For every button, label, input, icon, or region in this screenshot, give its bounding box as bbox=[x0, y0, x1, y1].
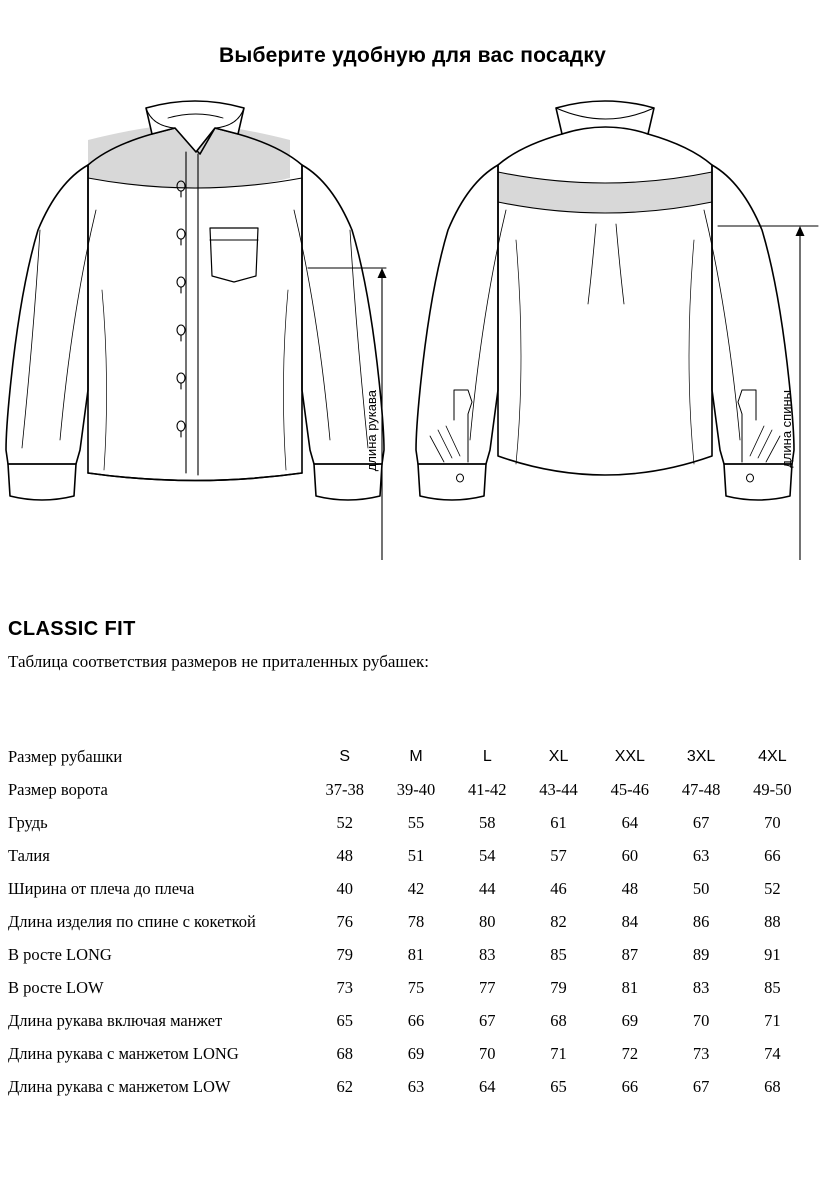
row-label: Длина рукава с манжетом LONG bbox=[8, 1043, 239, 1063]
cell: 85 bbox=[550, 944, 567, 964]
cell: 48 bbox=[621, 878, 639, 898]
cell: 74 bbox=[764, 1043, 781, 1063]
cell: 70 bbox=[764, 812, 781, 832]
back-length-label: длина спины bbox=[779, 390, 794, 468]
cell: 86 bbox=[692, 911, 710, 931]
row-label: Талия bbox=[8, 845, 50, 865]
column-header-xxl: XXL bbox=[614, 747, 645, 765]
cell: 41-42 bbox=[468, 779, 507, 799]
column-header-4xl: 4XL bbox=[758, 747, 787, 765]
cell: 64 bbox=[479, 1076, 496, 1096]
cell: 45-46 bbox=[610, 779, 650, 799]
table-row bbox=[8, 1004, 808, 1037]
column-header-m: M bbox=[409, 747, 423, 765]
cell: 84 bbox=[621, 911, 639, 931]
cell: 48 bbox=[336, 845, 353, 865]
cell: 73 bbox=[692, 1043, 710, 1063]
cell: 50 bbox=[692, 878, 710, 898]
table-header-row bbox=[8, 740, 808, 773]
cell: 67 bbox=[479, 1010, 496, 1030]
size-table bbox=[8, 740, 808, 1103]
table-row bbox=[8, 872, 808, 905]
cell: 43-44 bbox=[539, 779, 578, 799]
shirt-illustration bbox=[0, 90, 825, 560]
column-header-l: L bbox=[482, 747, 492, 765]
row-label: Грудь bbox=[8, 812, 48, 832]
cell: 80 bbox=[479, 911, 496, 931]
table-row bbox=[8, 1037, 808, 1070]
cell: 79 bbox=[336, 944, 353, 964]
shirt-diagram-svg bbox=[0, 90, 825, 560]
row-label: В росте LOW bbox=[8, 977, 104, 997]
page-title: Выберите удобную для вас посадку bbox=[218, 44, 607, 67]
cell: 42 bbox=[407, 878, 425, 898]
cell: 83 bbox=[692, 977, 710, 997]
table-row bbox=[8, 971, 808, 1004]
cell: 54 bbox=[479, 845, 496, 865]
cell: 77 bbox=[479, 977, 496, 997]
cell: 78 bbox=[407, 911, 425, 931]
cell: 49-50 bbox=[753, 779, 792, 799]
table-row bbox=[8, 806, 808, 839]
column-header-s: S bbox=[339, 747, 351, 765]
table-row bbox=[8, 938, 808, 971]
cell: 71 bbox=[550, 1043, 567, 1063]
cell: 63 bbox=[692, 845, 710, 865]
size-table-body bbox=[8, 740, 808, 1103]
cell: 85 bbox=[764, 977, 781, 997]
row-label: Длина изделия по спине с кокеткой bbox=[8, 911, 256, 931]
cell: 68 bbox=[336, 1043, 353, 1063]
cell: 58 bbox=[479, 812, 496, 832]
table-row bbox=[8, 905, 808, 938]
cell: 83 bbox=[479, 944, 496, 964]
table-header-label: Размер рубашки bbox=[8, 746, 123, 766]
cell: 64 bbox=[621, 812, 639, 832]
cell: 66 bbox=[407, 1010, 425, 1030]
cell: 81 bbox=[621, 977, 639, 997]
cell: 62 bbox=[336, 1076, 353, 1096]
cell: 73 bbox=[336, 977, 353, 997]
sleeve-length-label: длина рукава bbox=[364, 390, 379, 472]
cell: 40 bbox=[336, 878, 353, 898]
cell: 46 bbox=[550, 878, 567, 898]
cell: 81 bbox=[407, 944, 425, 964]
back-length-dimension bbox=[662, 226, 818, 560]
row-label: В росте LONG bbox=[8, 944, 112, 964]
table-row bbox=[8, 1070, 808, 1103]
cell: 67 bbox=[692, 812, 710, 832]
cell: 65 bbox=[336, 1010, 353, 1030]
cell: 91 bbox=[764, 944, 781, 964]
cell: 72 bbox=[621, 1043, 639, 1063]
row-label: Размер ворота bbox=[8, 779, 108, 799]
cell: 69 bbox=[621, 1010, 639, 1030]
cell: 44 bbox=[479, 878, 496, 898]
cell: 63 bbox=[407, 1076, 425, 1096]
table-row bbox=[8, 839, 808, 872]
cell: 60 bbox=[621, 845, 639, 865]
cell: 70 bbox=[479, 1043, 496, 1063]
cell: 82 bbox=[550, 911, 567, 931]
cell: 68 bbox=[550, 1010, 567, 1030]
cell: 76 bbox=[336, 911, 353, 931]
cell: 75 bbox=[407, 977, 425, 997]
cell: 52 bbox=[764, 878, 781, 898]
cell: 89 bbox=[692, 944, 710, 964]
cell: 69 bbox=[407, 1043, 425, 1063]
fit-subtitle: Таблица соответствия размеров не приталенных рубашек: bbox=[8, 652, 430, 671]
cell: 57 bbox=[550, 845, 567, 865]
back-shirt bbox=[416, 101, 794, 500]
cell: 88 bbox=[764, 911, 781, 931]
cell: 65 bbox=[550, 1076, 567, 1096]
cell: 68 bbox=[764, 1076, 781, 1096]
cell: 66 bbox=[621, 1076, 639, 1096]
row-label: Ширина от плеча до плеча bbox=[8, 878, 195, 898]
cell: 52 bbox=[336, 812, 353, 832]
row-label: Длина рукава включая манжет bbox=[8, 1010, 223, 1030]
cell: 79 bbox=[550, 977, 567, 997]
cell: 70 bbox=[692, 1010, 710, 1030]
front-shirt bbox=[6, 101, 384, 500]
cell: 39-40 bbox=[396, 779, 436, 799]
column-header-3xl: 3XL bbox=[686, 747, 716, 765]
cell: 37-38 bbox=[325, 779, 364, 799]
fit-name: CLASSIC FIT bbox=[8, 618, 136, 640]
cell: 51 bbox=[407, 845, 425, 865]
row-label: Длина рукава с манжетом LOW bbox=[8, 1076, 231, 1096]
column-header-xl: XL bbox=[548, 747, 569, 765]
cell: 87 bbox=[621, 944, 639, 964]
cell: 67 bbox=[692, 1076, 710, 1096]
cell: 55 bbox=[407, 812, 425, 832]
table-row bbox=[8, 773, 808, 806]
cell: 61 bbox=[550, 812, 567, 832]
cell: 66 bbox=[764, 845, 781, 865]
cell: 71 bbox=[764, 1010, 781, 1030]
cell: 47-48 bbox=[681, 779, 721, 799]
